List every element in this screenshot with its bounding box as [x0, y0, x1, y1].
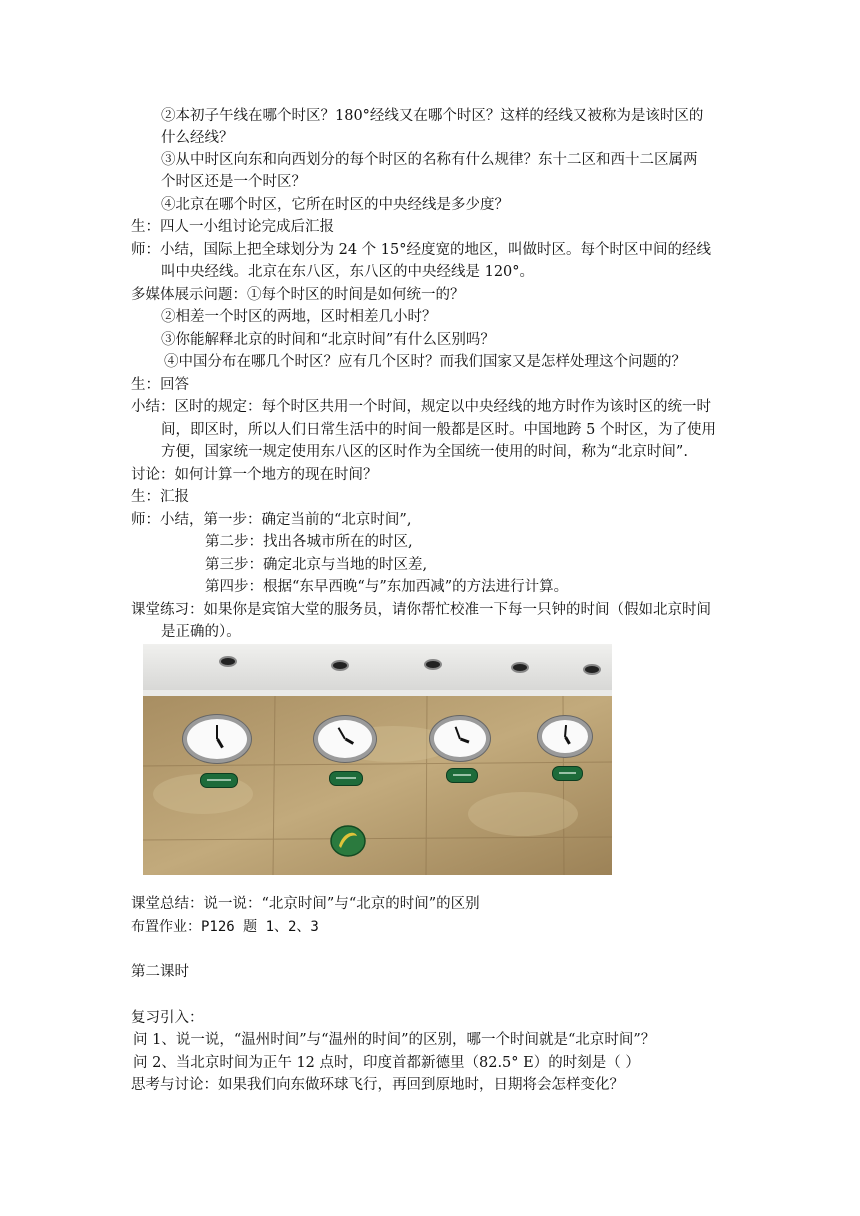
- text-line: 是正确的）。: [161, 624, 241, 640]
- text-line: 第三步：确定北京与当地的时区差,: [205, 557, 428, 573]
- text-line: ④北京在哪个时区，它所在时区的中央经线是多少度？: [161, 197, 509, 213]
- text-line: 课堂总结：说一说：“北京时间”与“北京的时间”的区别: [131, 896, 480, 912]
- section-heading: 第二课时: [131, 964, 189, 980]
- ceiling-light: [333, 662, 347, 669]
- world-clocks-photo: [143, 644, 612, 875]
- text-line: 思考与讨论：如果我们向东做环球飞行，再回到原地时，日期将会怎样变化？: [131, 1077, 624, 1093]
- text-line: 复习引入：: [131, 1010, 204, 1026]
- text-line: 第二步：找出各城市所在的时区,: [205, 534, 413, 550]
- city-plate: [446, 768, 478, 783]
- wall-clock: [538, 716, 592, 757]
- wall-clock: [183, 715, 251, 763]
- text-line: 生：汇报: [131, 489, 189, 505]
- wall-clock: [430, 716, 490, 761]
- text-line: 布置作业：P126 题 1、2、3: [131, 919, 319, 935]
- text-line: 叫中央经线。北京在东八区，东八区的中央经线是 120°。: [161, 264, 535, 280]
- text-line: 课堂练习：如果你是宾馆大堂的服务员，请你帮忙校准一下每一只钟的时间（假如北京时间: [131, 602, 711, 618]
- text-line: ③你能解释北京的时间和“北京时间”有什么区别吗？: [161, 332, 495, 348]
- text-line: 讨论：如何计算一个地方的现在时间？: [131, 467, 378, 483]
- city-plate: [552, 766, 583, 781]
- text-line: ④中国分布在哪几个时区？应有几个区时？而我们国家又是怎样处理这个问题的？: [164, 354, 686, 370]
- text-line: 师：小结，国际上把全球划分为 24 个 15°经度宽的地区，叫做时区。每个时区中间的经线: [131, 242, 711, 258]
- ceiling-light: [221, 658, 235, 665]
- text-line: 多媒体展示问题：①每个时区的时间是如何统一的？: [131, 287, 465, 303]
- text-line: 什么经线？: [161, 130, 234, 146]
- text-line: 个时区还是一个时区？: [161, 174, 306, 190]
- text-line: 生：回答: [131, 377, 189, 393]
- city-plate: [329, 771, 363, 786]
- text-line: 生：四人一小组讨论完成后汇报: [131, 219, 334, 235]
- ceiling-light: [585, 666, 599, 673]
- text-line: 间，即区时，所以人们日常生活中的时间一般都是区时。中国地跨 5 个时区，为了使用: [161, 422, 716, 438]
- wall-emblem: [329, 824, 367, 858]
- text-line: 小结：区时的规定：每个时区共用一个时间，规定以中央经线的地方时作为该时区的统一时: [131, 399, 711, 415]
- text-line: ②相差一个时区的两地，区时相差几小时？: [161, 309, 437, 325]
- text-line: 方便，国家统一规定使用东八区的区时作为全国统一使用的时间，称为“北京时间”.: [161, 444, 688, 460]
- text-line: ②本初子午线在哪个时区？180°经线又在哪个时区？这样的经线又被称为是该时区的: [161, 108, 704, 124]
- city-plate: [200, 773, 238, 788]
- text-line: ③从中时区向东和向西划分的每个时区的名称有什么规律？东十二区和西十二区属两: [161, 152, 698, 168]
- text-line: 第四步：根据“东早西晚“与”东加西减”的方法进行计算。: [205, 579, 569, 595]
- text-line: 问 1、说一说，“温州时间”与“温州的时间”的区别，哪一个时间就是“北京时间”？: [133, 1032, 656, 1048]
- text-line: 问 2、当北京时间为正午 12 点时，印度首都新德里（82.5° E）的时刻是（ ）: [133, 1055, 640, 1071]
- text-line: 师：小结，第一步：确定当前的“北京时间”,: [131, 512, 412, 528]
- wall-clock: [314, 716, 376, 762]
- ceiling-light: [513, 664, 527, 671]
- ceiling-light: [426, 661, 440, 668]
